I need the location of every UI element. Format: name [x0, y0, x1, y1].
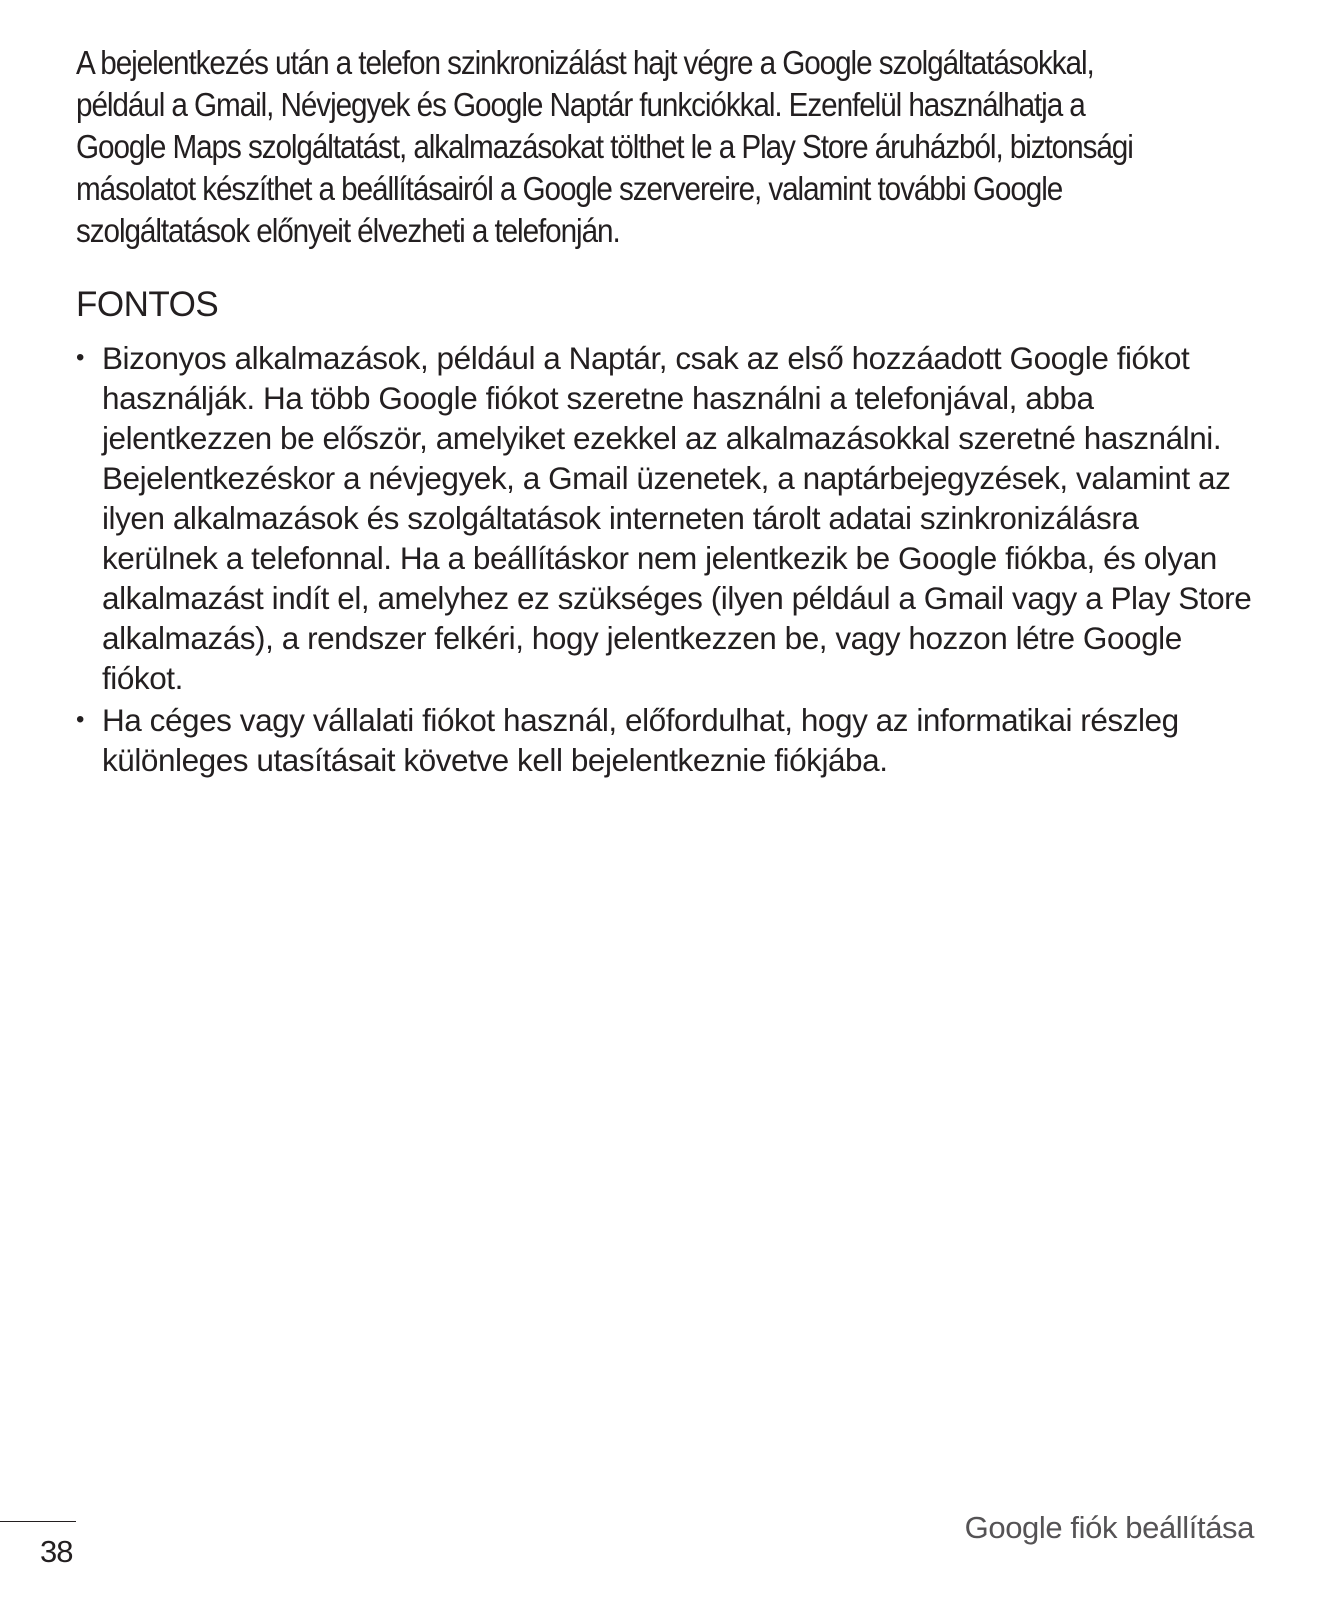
notice-list — [76, 338, 1256, 782]
section-title: Google fiók beállítása — [964, 1510, 1254, 1545]
list-item-text: Ha céges vagy vállalati fiókot használ, előfordulhat, hogy az informatikai részleg különleges utasításait követve kell bejelentkeznie fiókjába. — [102, 702, 1179, 778]
intro-paragraph: A bejelentkezés után a telefon szinkronizálást hajt végre a Google szolgáltatásokkal, például a Gmail, Névjegyek és Google Naptár funkciókkal. Ezenfelül használhatja a Google Maps szolgáltatást, alkalmazásokat tölthet le a Play Store áruházból, biztonsági másolatot készíthet a beállításairól a Google szervereire, valamint további Google szolgáltatások előnyeit élvezheti a telefonján. — [76, 44, 1133, 249]
page-number: 38 — [40, 1534, 73, 1569]
bullet-icon: • — [76, 706, 84, 733]
list-item — [76, 700, 1256, 780]
list-item — [76, 338, 1256, 698]
list-item-text: Bizonyos alkalmazások, például a Naptár, csak az első hozzáadott Google fiókot használják. Ha több Google fiókot szeretne használni a telefonjával, abba jelentkezzen be először, amelyiket ezekkel az alkalmazásokkal szeretné használni. Bejelentkezéskor a névjegyek, a Gmail üzenetek, a naptárbejegyzések, valamint az ilyen alkalmazások és szolgáltatások interneten tárolt adatai szinkronizálásra kerülnek a telefonnal. Ha a beállításkor nem jelentkezik be Google fiókba, és olyan alkalmazást indít el, amelyhez ez szükséges (ilyen például a Gmail vagy a Play Store alkalmazás), a rendszer felkéri, hogy jelentkezzen be, vagy hozzon létre Google fiókot. — [102, 340, 1252, 696]
bullet-icon: • — [76, 344, 84, 371]
notice-heading: FONTOS — [76, 285, 219, 324]
footer-divider — [0, 1521, 76, 1522]
